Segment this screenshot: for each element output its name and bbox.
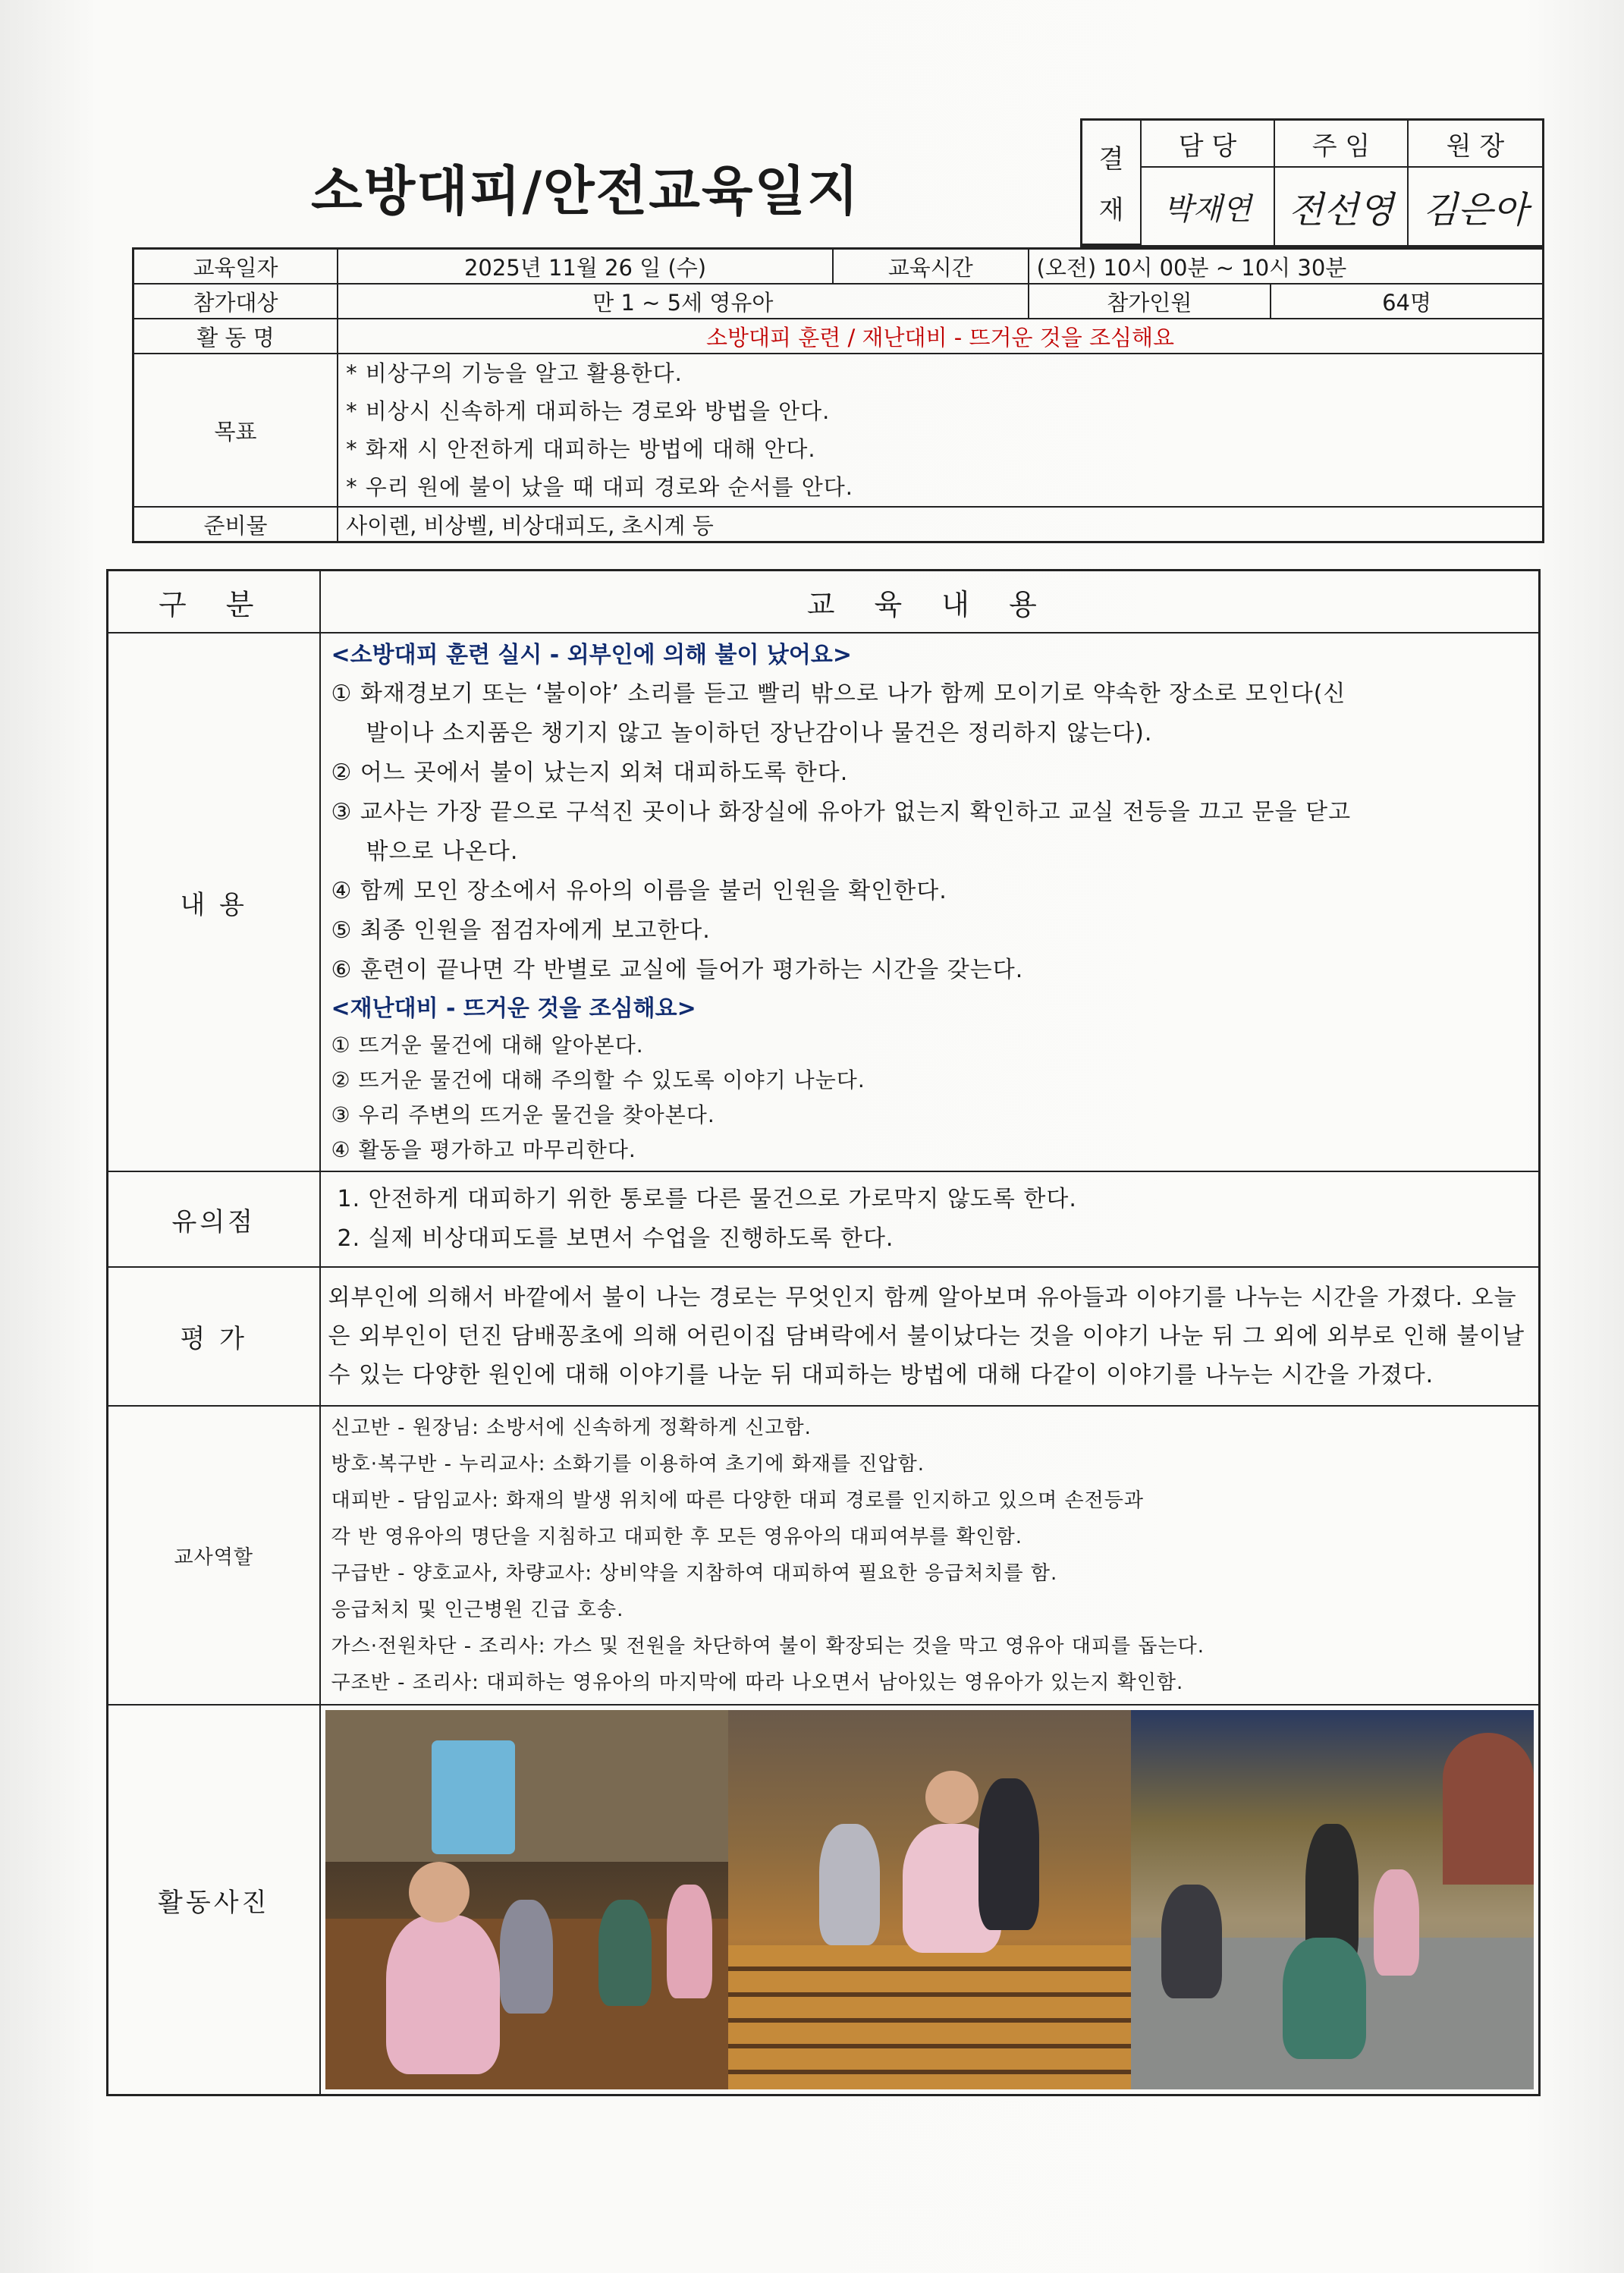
- supplies-label: 준비물: [134, 507, 338, 542]
- role-item: 가스·전원차단 - 조리사: 가스 및 전원을 차단하여 불이 확장되는 것을 막고 영유아 대피를 돕는다.: [331, 1635, 1205, 1658]
- goal-label: 목표: [134, 354, 338, 507]
- goal-item: * 우리 원에 불이 났을 때 대피 경로와 순서를 안다.: [346, 474, 854, 500]
- content-item: ① 화재경보기 또는 ‘불이야’ 소리를 듣고 빨리 밖으로 나가 함께 모이기로 약속한 장소로 모인다(신: [331, 681, 1346, 707]
- approval-box: [1080, 118, 1544, 247]
- date-value: 2025년 11월 26 일 (수): [338, 249, 833, 285]
- activity-photos-cell: [320, 1705, 1540, 2095]
- approval-role-staff: 담 당: [1142, 121, 1275, 168]
- approval-label-bottom: 재: [1098, 195, 1124, 225]
- role-item: 구조반 - 조리사: 대피하는 영유아의 마지막에 따라 나오면서 남아있는 영유아가 있는지 확인함.: [331, 1671, 1184, 1694]
- notes-body: [320, 1171, 1540, 1267]
- activity-photos-label: 활동사진: [108, 1705, 320, 2095]
- content-item: ③ 우리 주변의 뜨거운 물건을 찾아본다.: [331, 1102, 715, 1127]
- role-item: 신고반 - 원장님: 소방서에 신속하게 정확하게 신고함.: [331, 1416, 812, 1439]
- role-item: 대피반 - 담임교사: 화재의 발생 위치에 따른 다양한 대피 경로를 인지하고 있으며 손전등과: [331, 1489, 1144, 1512]
- activity-name: 소방대피 훈련 / 재난대비 - 뜨거운 것을 조심해요: [338, 319, 1543, 354]
- info-table: [132, 247, 1544, 543]
- count-label: 참가인원: [1029, 284, 1271, 319]
- activity-photos: [325, 1710, 1534, 2089]
- goal-item: * 화재 시 안전하게 대피하는 방법에 대해 안다.: [346, 436, 816, 462]
- role-item: 각 반 영유아의 명단을 지침하고 대피한 후 모든 영유아의 대피여부를 확인함.: [331, 1526, 1023, 1548]
- approval-role-chief: 주 임: [1275, 121, 1409, 168]
- content-item: ④ 함께 모인 장소에서 유아의 이름을 불러 인원을 확인한다.: [331, 878, 947, 904]
- signature-staff: 박재연: [1142, 168, 1275, 245]
- column-header-content: 교 육 내 용: [320, 571, 1540, 633]
- content-item: ③ 교사는 가장 끝으로 구석진 곳이나 화장실에 유아가 없는지 확인하고 교실 전등을 끄고 문을 닫고: [331, 799, 1352, 825]
- goal-list: [338, 354, 1543, 507]
- count-value: 64명: [1271, 284, 1543, 319]
- content-item: 발이나 소지품은 챙기지 않고 놀이하던 장난감이나 물건은 정리하지 않는다).: [366, 720, 1153, 747]
- content-body: [320, 633, 1540, 1171]
- goal-item: * 비상구의 기능을 알고 활용한다.: [346, 360, 683, 386]
- activity-photo-stairs: [728, 1710, 1131, 2089]
- page-title: 소방대피/안전교육일지: [311, 160, 860, 222]
- content-item: ④ 활동을 평가하고 마무리한다.: [331, 1137, 636, 1162]
- note-item: 1. 안전하게 대피하기 위한 통로를 다른 물건으로 가로막지 않도록 한다.: [337, 1186, 1077, 1212]
- notes-label: 유의점: [108, 1171, 320, 1267]
- teacher-roles-label: 교사역할: [108, 1406, 320, 1705]
- main-table: [106, 569, 1541, 2096]
- content-item: ② 뜨거운 물건에 대해 주의할 수 있도록 이야기 나눈다.: [331, 1067, 865, 1092]
- content-item: ① 뜨거운 물건에 대해 알아본다.: [331, 1033, 644, 1058]
- activity-photo-classroom: [325, 1710, 728, 2089]
- role-item: 구급반 - 양호교사, 차량교사: 상비약을 지참하여 대피하여 필요한 응급처치를 함.: [331, 1562, 1058, 1585]
- activity-photo-outdoor: [1131, 1710, 1534, 2089]
- teacher-roles-body: [320, 1406, 1540, 1705]
- column-header-category: 구 분: [108, 571, 320, 633]
- signature-director: 김은아: [1422, 188, 1528, 231]
- content-item: ⑤ 최종 인원을 점검자에게 보고한다.: [331, 917, 711, 944]
- content-item: ⑥ 훈련이 끝나면 각 반별로 교실에 들어가 평가하는 시간을 갖는다.: [331, 957, 1024, 983]
- approval-label-top: 결: [1098, 144, 1124, 174]
- approval-label: [1082, 121, 1142, 245]
- signature-chief: 전선영: [1275, 168, 1409, 245]
- evaluation-text: 외부인에 의해서 바깥에서 불이 나는 경로는 무엇인지 함께 알아보며 유아들과 이야기를 나누는 시간을 가졌다. 오늘은 외부인이 던진 담배꽁초에 의해 어린이집 담벼락에서 불이났다는 것을 이야기 나눈 뒤 그 외에 외부로 인해 불이날 수 있는 다양한 원인에 대해 이야기를 나눈 뒤 대피하는 방법에 대해 다같이 이야기를 나누는 시간을 가졌다.: [320, 1267, 1540, 1406]
- note-item: 2. 실제 비상대피도를 보면서 수업을 진행하도록 한다.: [337, 1225, 894, 1252]
- section-title-fire-drill: <소방대피 훈련 실시 - 외부인에 의해 불이 났어요>: [331, 642, 852, 668]
- content-item: 밖으로 나온다.: [366, 838, 519, 865]
- time-label: 교육시간: [833, 249, 1029, 285]
- target-value: 만 1 ~ 5세 영유아: [338, 284, 1029, 319]
- date-label: 교육일자: [134, 249, 338, 285]
- approval-role-director: 원 장: [1409, 121, 1542, 168]
- evaluation-label: 평 가: [108, 1267, 320, 1406]
- activity-label: 활 동 명: [134, 319, 338, 354]
- time-value: (오전) 10시 00분 ~ 10시 30분: [1029, 249, 1544, 285]
- content-label: 내 용: [108, 633, 320, 1171]
- content-item: ② 어느 곳에서 불이 났는지 외쳐 대피하도록 한다.: [331, 759, 849, 786]
- goal-item: * 비상시 신속하게 대피하는 경로와 방법을 안다.: [346, 398, 831, 424]
- role-item: 응급처치 및 인근병원 긴급 호송.: [331, 1599, 624, 1621]
- supplies-value: 사이렌, 비상벨, 비상대피도, 초시계 등: [338, 507, 1543, 542]
- role-item: 방호·복구반 - 누리교사: 소화기를 이용하여 초기에 화재를 진압함.: [331, 1453, 925, 1476]
- section-title-disaster: <재난대비 - 뜨거운 것을 조심해요>: [331, 995, 696, 1022]
- target-label: 참가대상: [134, 284, 338, 319]
